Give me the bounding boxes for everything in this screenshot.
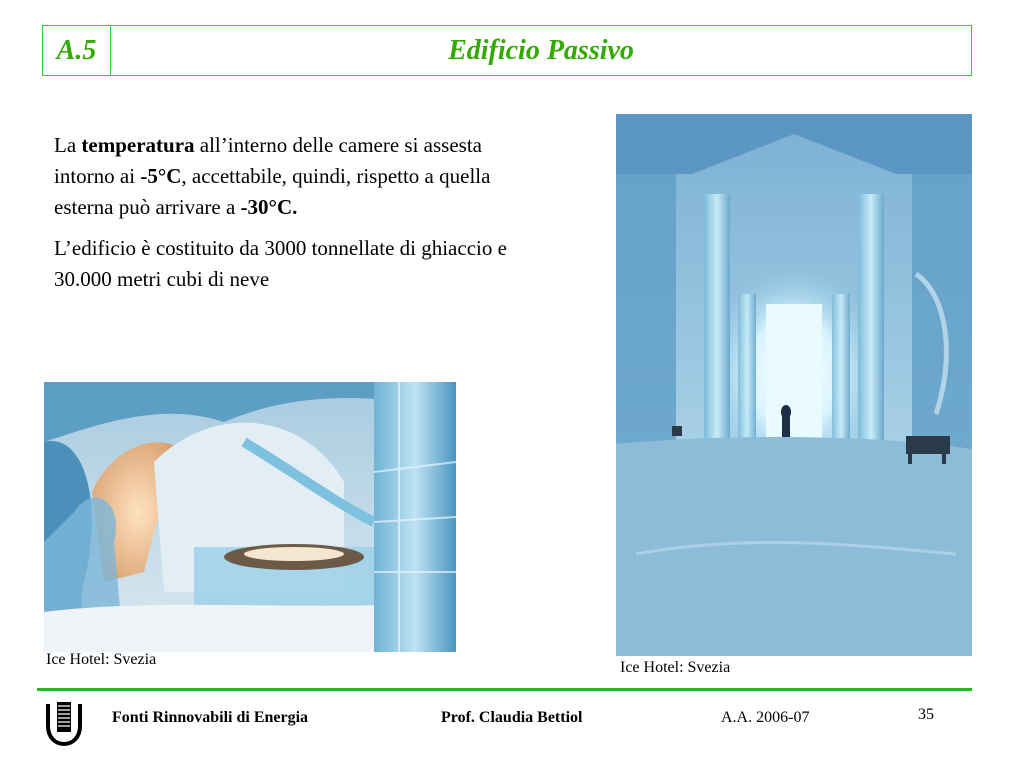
slide-title: Edificio Passivo [448,35,634,66]
p1-middle: all’interno delle camere si assesta intorno ai [54,133,482,188]
ice-hall-photo [616,114,972,656]
paragraph-building: L’edificio è costituito da 3000 tonnellate di ghiaccio e 30.000 metri cubi di neve [54,236,507,291]
footer-course: Fonti Rinnovabili di Energia [112,709,309,726]
p1-temp-outside: -30°C. [240,195,298,219]
body-text [54,130,534,305]
photo-caption-room: Ice Hotel: Svezia [46,651,157,668]
section-code: A.5 [56,35,97,66]
footer-academic-year: A.A. 2006-07 [721,709,810,726]
photo-caption-hall: Ice Hotel: Svezia [620,659,731,676]
p1-bold-term: temperatura [81,133,195,157]
footer-professor: Prof. Claudia Bettiol [441,709,583,726]
ice-room-photo [44,382,456,652]
footer-divider [37,688,972,691]
title-bar [42,25,972,76]
paragraph-temperature [54,130,534,223]
page-number: 35 [918,706,934,723]
p1-after: , accettabile, quindi, rispetto a quella esterna può arrivare a [54,164,491,219]
p1-temp-inside: -5°C [140,164,182,188]
p1-prefix: La [54,133,82,157]
university-logo-icon [44,700,84,746]
